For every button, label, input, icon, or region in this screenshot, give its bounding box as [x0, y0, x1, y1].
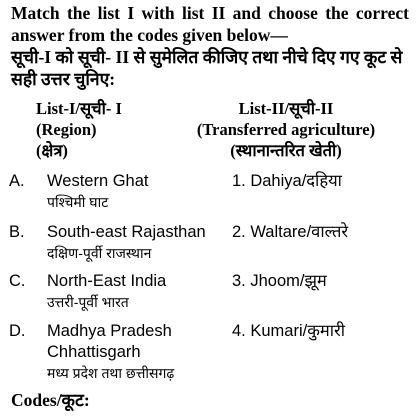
row-letter: C. [9, 272, 26, 290]
region-name: Western Ghat [47, 172, 149, 190]
list1-subtitle: (Region) [36, 120, 97, 139]
region-name-line2: Chhattisgarh [47, 343, 141, 361]
question-english: Match the list I with list II and choose the correct answer from the codes given below— [11, 3, 409, 45]
list1-heading [36, 98, 166, 161]
row-letter: A. [9, 172, 25, 190]
codes-label: Codes/कूट: [11, 390, 90, 410]
list2-heading [176, 98, 396, 161]
region-cell [47, 321, 227, 383]
region-name-hindi: मध्य प्रदेश तथा छत्तीसगढ़ [47, 365, 175, 381]
list2-title: List-II/सूची-II [238, 99, 334, 118]
row-letter: D. [9, 322, 26, 340]
region-name-hindi: पश्चिमी घाट [47, 194, 109, 210]
list2-subtitle: (Transferred agriculture) [196, 120, 376, 139]
question-hindi: सूची-I को सूची- II से सुमेलित कीजिए तथा नीचे दिए गए कूट से सही उत्तर चुनिए: [11, 47, 403, 89]
region-name-hindi: दक्षिण-पूर्वी राजस्थान [47, 245, 152, 261]
list1-title: List-I/सूची- I [36, 99, 122, 118]
region-name: Madhya Pradesh [47, 322, 172, 340]
practice-name: 3. Jhoom/झूम [232, 272, 327, 290]
question-text [11, 2, 409, 90]
region-cell [47, 222, 227, 263]
practice-name: 4. Kumari/कुमारी [232, 322, 346, 340]
practice-name: 2. Waltare/वाल्तरे [232, 223, 349, 241]
region-name: North-East India [47, 272, 167, 290]
list1-subtitle-hindi: (क्षेत्र) [36, 141, 68, 160]
region-cell [47, 271, 227, 312]
practice-name: 1. Dahiya/दहिया [232, 172, 342, 190]
region-cell [47, 171, 227, 212]
region-name-hindi: उत्तरी-पूर्वी भारत [47, 294, 129, 310]
list2-subtitle-hindi: (स्थानान्तरित खेती) [230, 141, 342, 160]
region-name: South-east Rajasthan [47, 223, 206, 241]
row-letter: B. [9, 223, 25, 241]
